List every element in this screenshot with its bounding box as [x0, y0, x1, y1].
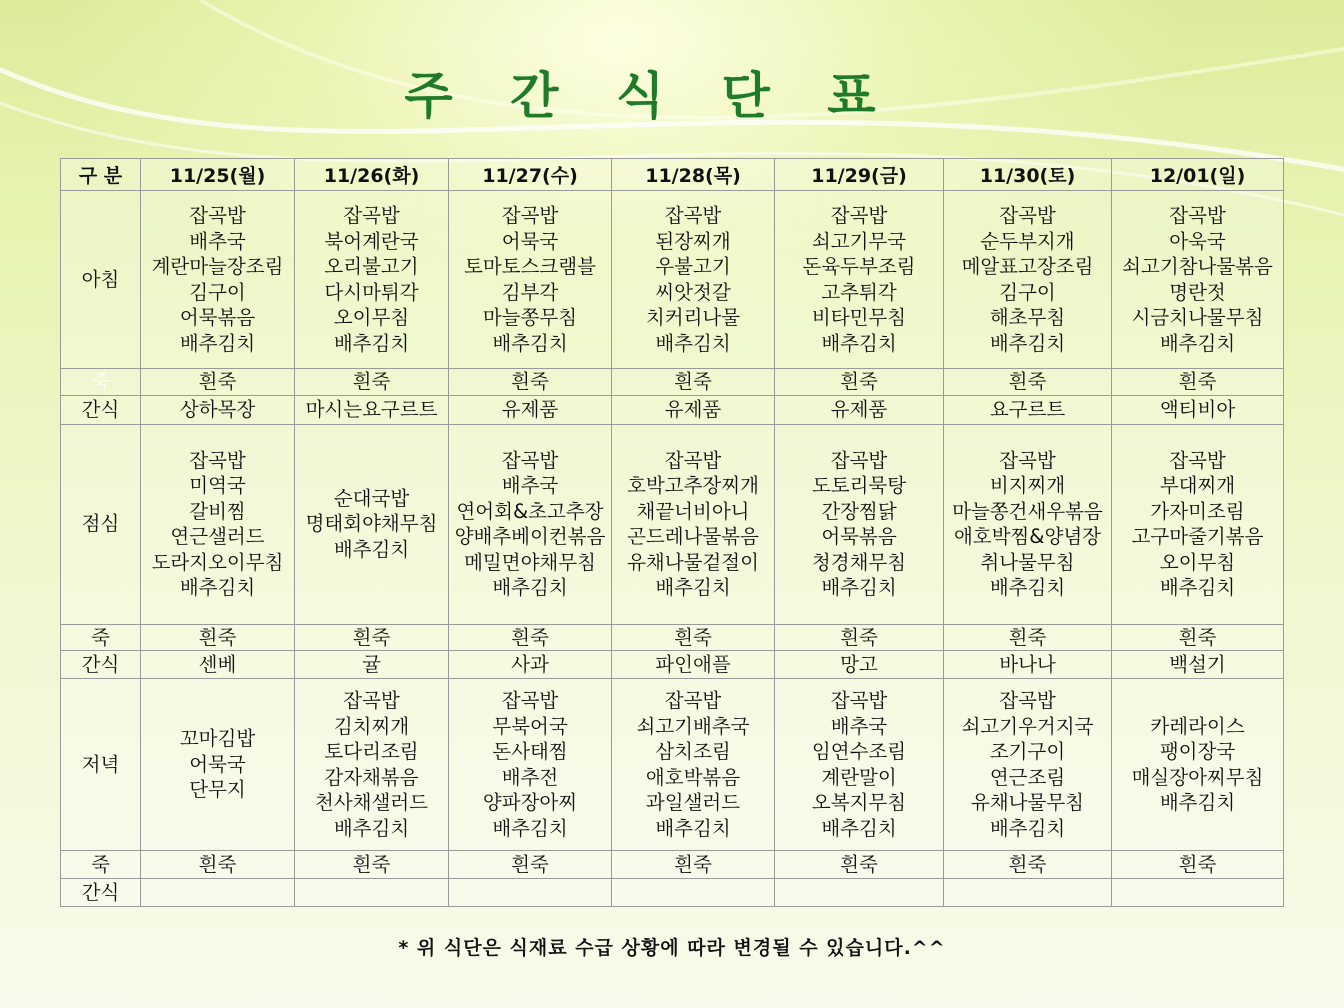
- meal-row-snack: [61, 879, 1284, 907]
- menu-cell: 마시는요구르트: [295, 395, 449, 424]
- menu-cell: 흰죽: [612, 369, 775, 396]
- meal-label: 아침: [61, 191, 141, 369]
- menu-cell: [612, 879, 775, 907]
- menu-cell: 액티비아: [1112, 395, 1284, 424]
- menu-cell: 귤: [295, 651, 449, 679]
- meal-row-snack: [61, 395, 1284, 424]
- menu-cell: 흰죽: [141, 851, 295, 879]
- menu-cell: 흰죽: [612, 851, 775, 879]
- menu-cell: 백설기: [1112, 651, 1284, 679]
- menu-cell: 망고: [775, 651, 944, 679]
- day-header: 11/29(금): [775, 159, 944, 191]
- menu-cell: 잡곡밥 북어계란국 오리불고기 다시마튀각 오이무침 배추김치: [295, 191, 449, 369]
- menu-body: [61, 191, 1284, 907]
- menu-cell: 잡곡밥 순두부지개 메알표고장조림 김구이 해초무침 배추김치: [944, 191, 1112, 369]
- menu-cell: [449, 879, 612, 907]
- menu-cell: 흰죽: [295, 369, 449, 396]
- menu-cell: 흰죽: [141, 369, 295, 396]
- day-header: 11/27(수): [449, 159, 612, 191]
- menu-cell: 바나나: [944, 651, 1112, 679]
- menu-cell: 잡곡밥 아욱국 쇠고기참나물볶음 명란젓 시금치나물무침 배추김치: [1112, 191, 1284, 369]
- menu-cell: 잡곡밥 배추국 계란마늘장조림 김구이 어묵볶음 배추김치: [141, 191, 295, 369]
- meal-row-lunch: [61, 424, 1284, 624]
- menu-cell: [1112, 879, 1284, 907]
- menu-cell: 잡곡밥 무북어국 돈사태찜 배추전 양파장아찌 배추김치: [449, 679, 612, 851]
- meal-label: 점심: [61, 424, 141, 624]
- header-label: 구 분: [61, 159, 141, 191]
- menu-cell: 흰죽: [449, 369, 612, 396]
- day-header: 11/30(토): [944, 159, 1112, 191]
- meal-label: 죽: [61, 624, 141, 651]
- menu-cell: 흰죽: [944, 369, 1112, 396]
- menu-cell: 잡곡밥 미역국 갈비찜 연근샐러드 도라지오이무침 배추김치: [141, 424, 295, 624]
- menu-cell: 흰죽: [449, 851, 612, 879]
- menu-cell: 잡곡밥 배추국 연어회&초고추장 양배추베이컨볶음 메밀면야채무침 배추김치: [449, 424, 612, 624]
- meal-row-breakfast: [61, 191, 1284, 369]
- day-header: 11/28(목): [612, 159, 775, 191]
- menu-cell: 잡곡밥 쇠고기무국 돈육두부조림 고추튀각 비타민무침 배추김치: [775, 191, 944, 369]
- meal-row-porridge: [61, 851, 1284, 879]
- meal-label: 죽: [61, 369, 141, 396]
- meal-row-dinner: [61, 679, 1284, 851]
- menu-cell: 흰죽: [141, 624, 295, 651]
- menu-cell: 유제품: [449, 395, 612, 424]
- menu-cell: 꼬마김밥 어묵국 단무지: [141, 679, 295, 851]
- menu-cell: [775, 879, 944, 907]
- menu-cell: 흰죽: [449, 624, 612, 651]
- menu-cell: 센베: [141, 651, 295, 679]
- menu-cell: 잡곡밥 된장찌개 우불고기 씨앗젓갈 치커리나물 배추김치: [612, 191, 775, 369]
- menu-cell: 잡곡밥 도토리묵탕 간장찜닭 어묵볶음 청경채무침 배추김치: [775, 424, 944, 624]
- menu-cell: 잡곡밥 쇠고기배추국 삼치조림 애호박볶음 과일샐러드 배추김치: [612, 679, 775, 851]
- menu-cell: 흰죽: [612, 624, 775, 651]
- meal-row-snack: [61, 651, 1284, 679]
- menu-cell: 유제품: [612, 395, 775, 424]
- menu-cell: 흰죽: [1112, 851, 1284, 879]
- menu-cell: 흰죽: [1112, 624, 1284, 651]
- menu-cell: 흰죽: [775, 624, 944, 651]
- menu-cell: [295, 879, 449, 907]
- menu-cell: 흰죽: [944, 624, 1112, 651]
- menu-cell: 요구르트: [944, 395, 1112, 424]
- menu-cell: 흰죽: [775, 369, 944, 396]
- menu-cell: 카레라이스 팽이장국 매실장아찌무침 배추김치: [1112, 679, 1284, 851]
- meal-row-porridge: [61, 369, 1284, 396]
- menu-cell: 잡곡밥 쇠고기우거지국 조기구이 연근조림 유채나물무침 배추김치: [944, 679, 1112, 851]
- menu-cell: 파인애플: [612, 651, 775, 679]
- day-header: 11/26(화): [295, 159, 449, 191]
- meal-row-porridge: [61, 624, 1284, 651]
- meal-label: 간식: [61, 879, 141, 907]
- menu-cell: 흰죽: [295, 624, 449, 651]
- notice-text: * 위 식단은 식재료 수급 상황에 따라 변경될 수 있습니다.^^: [398, 937, 946, 959]
- day-header: 12/01(일): [1112, 159, 1284, 191]
- menu-cell: 흰죽: [295, 851, 449, 879]
- menu-cell: [944, 879, 1112, 907]
- menu-cell: 잡곡밥 비지찌개 마늘쫑건새우볶음 애호박찜&양념장 취나물무침 배추김치: [944, 424, 1112, 624]
- menu-cell: 사과: [449, 651, 612, 679]
- menu-cell: 상하목장: [141, 395, 295, 424]
- day-header: 11/25(월): [141, 159, 295, 191]
- meal-label: 저녁: [61, 679, 141, 851]
- menu-cell: 유제품: [775, 395, 944, 424]
- meal-label: 간식: [61, 651, 141, 679]
- menu-cell: 잡곡밥 부대찌개 가자미조림 고구마줄기볶음 오이무침 배추김치: [1112, 424, 1284, 624]
- menu-cell: 잡곡밥 배추국 임연수조림 계란말이 오복지무침 배추김치: [775, 679, 944, 851]
- menu-cell: [141, 879, 295, 907]
- menu-cell: 잡곡밥 김치찌개 토다리조림 감자채볶음 천사채샐러드 배추김치: [295, 679, 449, 851]
- menu-cell: 순대국밥 명태회야채무침 배추김치: [295, 424, 449, 624]
- meal-label: 간식: [61, 395, 141, 424]
- weekly-menu-table: [60, 158, 1284, 907]
- menu-cell: 흰죽: [944, 851, 1112, 879]
- header-row: [61, 159, 1284, 191]
- page-title: 주 간 식 단 표: [404, 67, 896, 125]
- menu-cell: 흰죽: [1112, 369, 1284, 396]
- menu-cell: 흰죽: [775, 851, 944, 879]
- menu-cell: 잡곡밥 어묵국 토마토스크램블 김부각 마늘쫑무침 배추김치: [449, 191, 612, 369]
- menu-cell: 잡곡밥 호박고추장찌개 채끝너비아니 곤드레나물볶음 유채나물겉절이 배추김치: [612, 424, 775, 624]
- meal-label: 죽: [61, 851, 141, 879]
